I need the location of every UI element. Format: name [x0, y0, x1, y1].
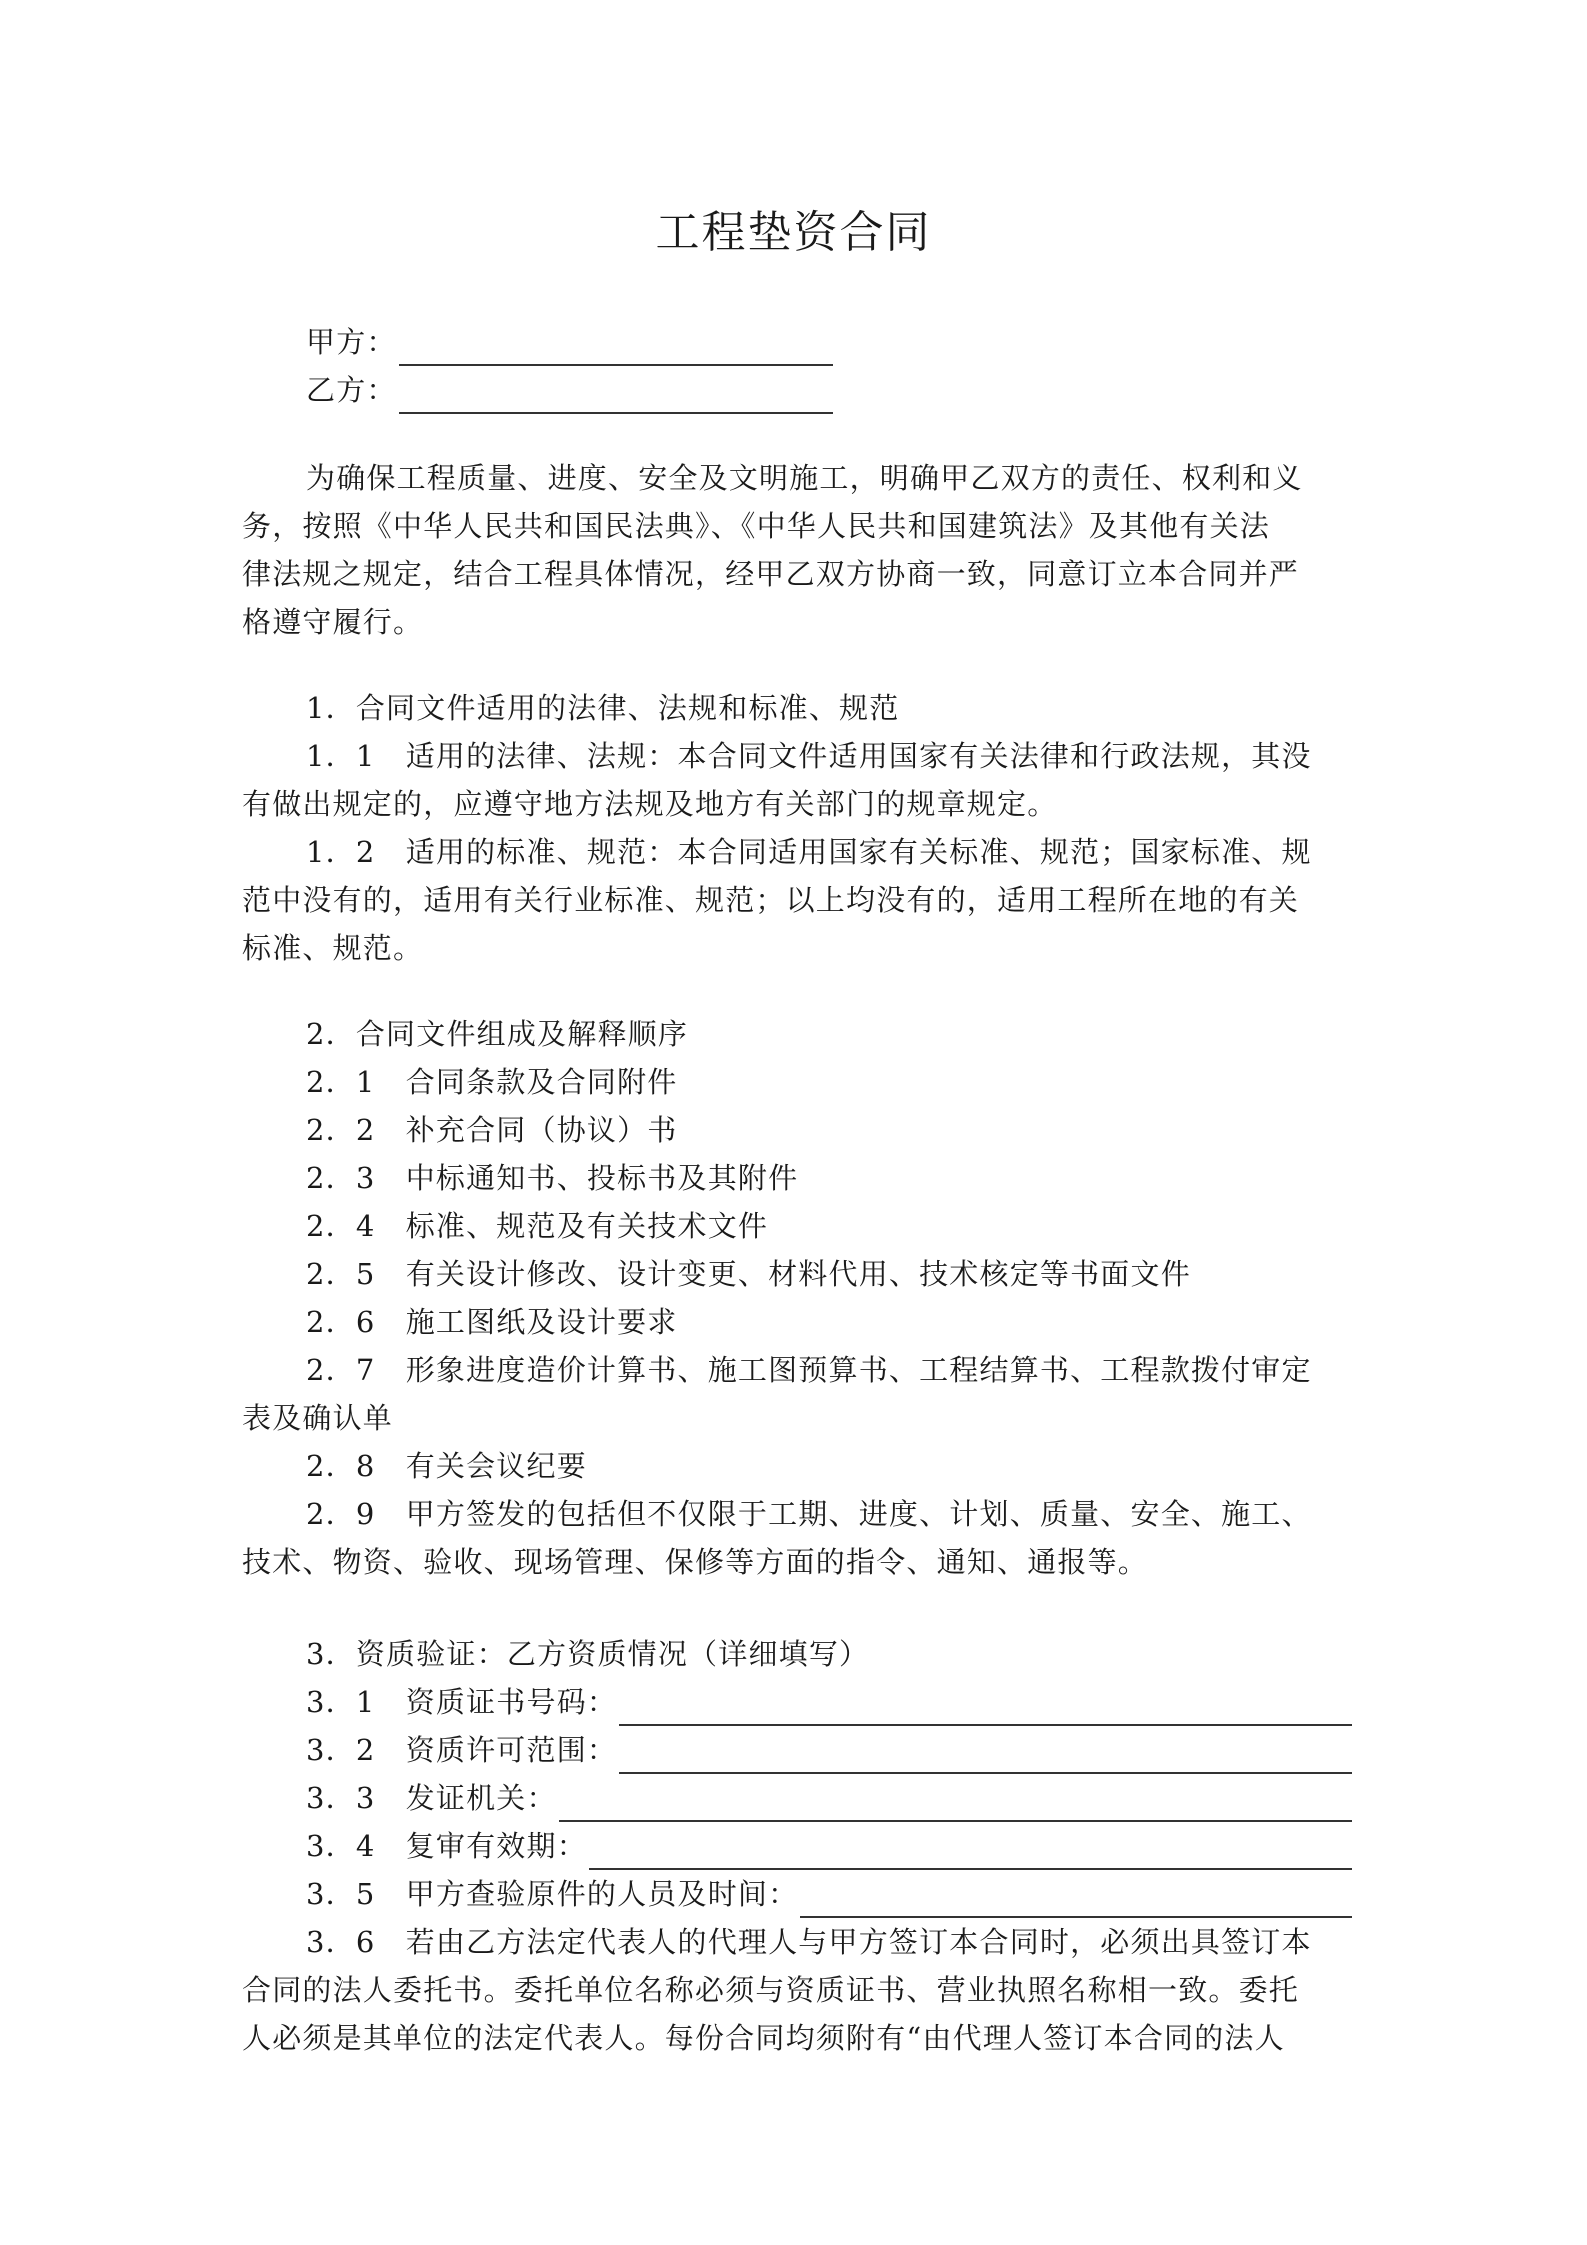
- party-b-blank[interactable]: [399, 378, 833, 414]
- preamble: [242, 454, 1352, 646]
- field-label: 3．3 发证机关：: [306, 1781, 557, 1815]
- preamble-line: 律法规之规定，结合工程具体情况，经甲乙双方协商一致，同意订立本合同并严: [242, 557, 1300, 591]
- preamble-line: 为确保工程质量、进度、安全及文明施工，明确甲乙双方的责任、权利和义: [306, 461, 1303, 495]
- field-label: 3．2 资质许可范围：: [306, 1733, 618, 1767]
- clause-1-2-cont: 范中没有的，适用有关行业标准、规范；以上均没有的，适用工程所在地的有关: [242, 883, 1300, 917]
- clause-1-2: 1．2 适用的标准、规范：本合同适用国家有关标准、规范；国家标准、规: [306, 835, 1312, 869]
- field-3-2-blank[interactable]: [619, 1738, 1352, 1774]
- party-b-row: [306, 366, 906, 414]
- clause-2-5: 2．5 有关设计修改、设计变更、材料代用、技术核定等书面文件: [306, 1257, 1191, 1291]
- section-1-heading: 1．合同文件适用的法律、法规和标准、规范: [306, 691, 900, 725]
- parties-block: [306, 318, 906, 414]
- clause-2-8: 2．8 有关会议纪要: [306, 1449, 587, 1483]
- section-2-heading: 2．合同文件组成及解释顺序: [306, 1017, 689, 1051]
- field-3-5-blank[interactable]: [800, 1882, 1352, 1918]
- field-3-4: [242, 1822, 1352, 1870]
- document-title: 工程垫资合同: [655, 207, 932, 258]
- clause-1-1: 1．1 适用的法律、法规：本合同文件适用国家有关法律和行政法规，其没: [306, 739, 1312, 773]
- field-3-3-blank[interactable]: [559, 1786, 1352, 1822]
- clause-2-9: 2．9 甲方签发的包括但不仅限于工期、进度、计划、质量、安全、施工、: [306, 1497, 1312, 1531]
- field-3-3: [242, 1774, 1352, 1822]
- clause-3-6: 3．6 若由乙方法定代表人的代理人与甲方签订本合同时，必须出具签订本: [306, 1925, 1312, 1959]
- clause-2-1: 2．1 合同条款及合同附件: [306, 1065, 678, 1099]
- clause-2-9-cont: 技术、物资、验收、现场管理、保修等方面的指令、通知、通报等。: [242, 1545, 1149, 1579]
- clause-1-1-cont: 有做出规定的，应遵守地方法规及地方有关部门的规章规定。: [242, 787, 1058, 821]
- section-3: [242, 1630, 1352, 2062]
- clause-3-6-cont: 合同的法人委托书。委托单位名称必须与资质证书、营业执照名称相一致。委托: [242, 1973, 1300, 2007]
- clause-1-2-cont: 标准、规范。: [242, 931, 424, 965]
- preamble-line: 格遵守履行。: [242, 605, 424, 639]
- clause-2-2: 2．2 补充合同（协议）书: [306, 1113, 678, 1147]
- field-label: 3．1 资质证书号码：: [306, 1685, 618, 1719]
- section-2: [242, 1010, 1352, 1586]
- party-a-label: 甲方：: [306, 325, 397, 359]
- party-b-label: 乙方：: [306, 373, 397, 407]
- field-label: 3．5 甲方查验原件的人员及时间：: [306, 1877, 799, 1911]
- section-3-heading: 3．资质验证：乙方资质情况（详细填写）: [306, 1637, 870, 1671]
- field-3-5: [242, 1870, 1352, 1918]
- preamble-line: 务，按照《中华人民共和国民法典》、《中华人民共和国建筑法》及其他有关法: [242, 509, 1271, 543]
- clause-3-6-cont: 人必须是其单位的法定代表人。每份合同均须附有“由代理人签订本合同的法人: [242, 2021, 1285, 2055]
- clause-2-6: 2．6 施工图纸及设计要求: [306, 1305, 678, 1339]
- field-3-1: [242, 1678, 1352, 1726]
- clause-2-3: 2．3 中标通知书、投标书及其附件: [306, 1161, 799, 1195]
- field-3-1-blank[interactable]: [619, 1690, 1352, 1726]
- section-1: [242, 684, 1352, 972]
- clause-2-7-cont: 表及确认单: [242, 1401, 394, 1435]
- field-3-4-blank[interactable]: [589, 1834, 1352, 1870]
- clause-2-4: 2．4 标准、规范及有关技术文件: [306, 1209, 769, 1243]
- party-a-row: [306, 318, 906, 366]
- field-3-2: [242, 1726, 1352, 1774]
- field-label: 3．4 复审有效期：: [306, 1829, 587, 1863]
- party-a-blank[interactable]: [399, 330, 833, 366]
- clause-2-7: 2．7 形象进度造价计算书、施工图预算书、工程结算书、工程款拨付审定: [306, 1353, 1312, 1387]
